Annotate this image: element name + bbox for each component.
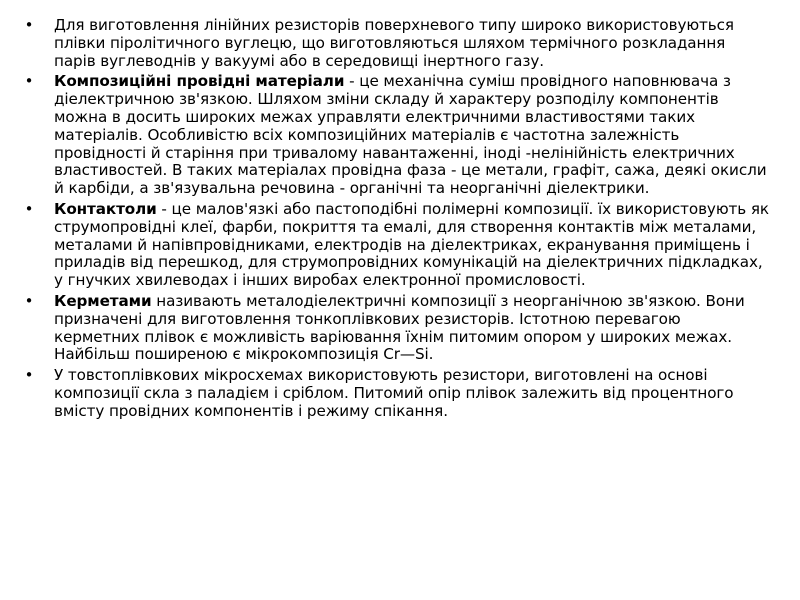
bullet-list (20, 17, 770, 421)
bullet-item-composite-materials (20, 73, 770, 198)
bullet-term: Композиційні провідні матеріали (54, 72, 345, 91)
bullet-icon: • (24, 291, 34, 310)
bullet-icon: • (24, 72, 34, 91)
bullet-term: Контактоли (54, 199, 157, 218)
bullet-text: називають металодіелектричні композиції з неорганічною зв'язкою. Вони призначені для виготовлення тонкоплівкових резисторів. Істотною перевагою керметних плівок є можливість варіювання їхнім питомим опором у широких межах. Найбільш поширеною є мікрокомпозиція Cr—Si. (54, 291, 745, 364)
bullet-item-thick-film (20, 367, 770, 420)
bullet-text: У товстоплівкових мікросхемах використовують резистори, виготовлені на основі композиції скла з паладієм і сріблом. Питомий опір плівок залежить від процентного вмісту провідних компонентів і режиму спікання. (54, 366, 734, 420)
bullet-text: - це малов'язкі або пастоподібні полімерні композиції. їх використовують як струмопровідні клеї, фарби, покриття та емалі, для створення контактів між металами, металами й напівпровідниками, електродів на діелектриках, екранування приміщень і приладів від перешкод, для струмопровідних комунікацій на діелектричних підкладках, у гнучких хвилеводах і інших виробах електронної промисловості. (54, 199, 769, 290)
bullet-item-contactols (20, 201, 770, 290)
bullet-item-cermets (20, 293, 770, 364)
bullet-icon: • (24, 16, 34, 34)
bullet-term: Керметами (54, 291, 152, 310)
bullet-text: - це механічна суміш провідного наповнювача з діелектричною зв'язкою. Шляхом зміни складу й характеру розподілу компонентів можна в досить широких межах управляти електричними властивостями таких матеріалів. Особливістю всіх композиційних матеріалів є частотна залежність провідності й старіння при тривалому навантаженні, іноді -нелінійність електричних властивостей. В таких матеріалах провідна фаза - це метали, графіт, сажа, деякі окисли й карбіди, а зв'язувальна речовина - органічні та неорганічні діелектрики. (54, 72, 767, 198)
bullet-icon: • (24, 199, 34, 218)
bullet-text: Для виготовлення лінійних резисторів поверхневого типу широко використовуються плівки піролітичного вуглецю, що виготовляються шляхом термічного розкладання парів вуглеводнів у вакуумі або в середовищі інертного газу. (54, 16, 734, 70)
bullet-icon: • (24, 366, 34, 385)
bullet-item-pyrolytic-carbon (20, 17, 770, 70)
